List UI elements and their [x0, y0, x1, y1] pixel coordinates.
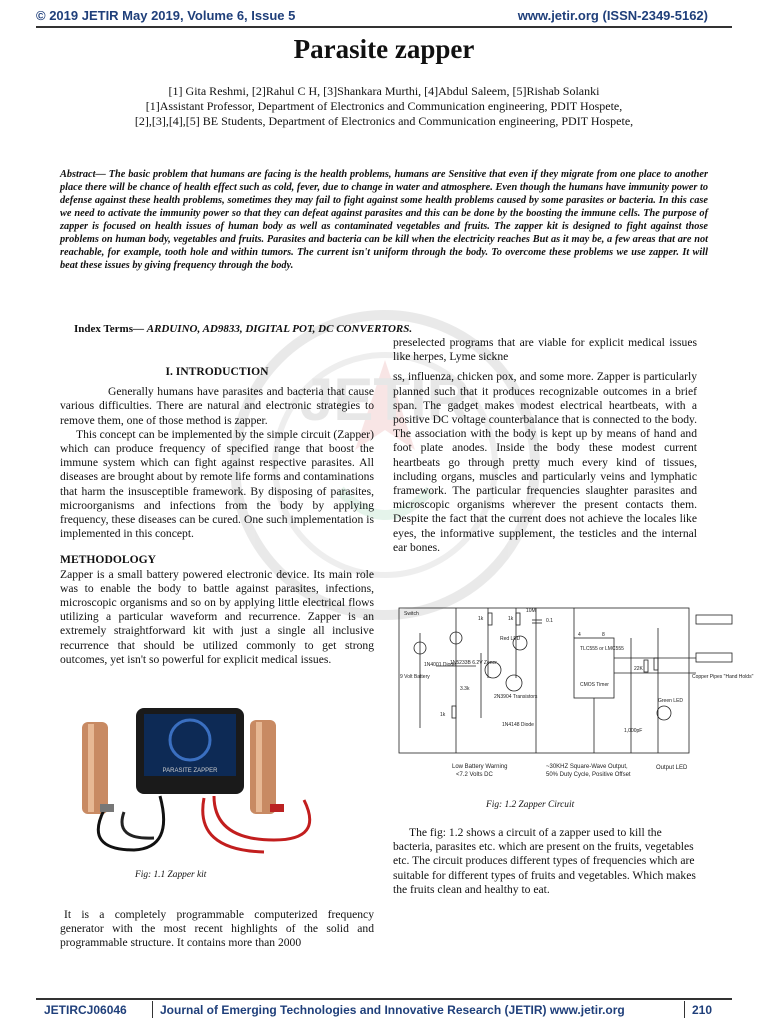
circuit-copper-label: Copper Pipes "Hand Holds" — [692, 674, 754, 680]
circuit-pin4-label: 4 — [578, 632, 581, 638]
after-figure-paragraph: It is a completely programmable computerized frequency generator with the most recent highlights of the solid and programmable structure. It contains more than 2000 — [60, 908, 374, 950]
author-names: [1] Gita Reshmi, [2]Rahul C H, [3]Shankara Murthi, [4]Abdul Saleem, [5]Rishab Solanki — [168, 84, 600, 98]
circuit-switch-label: Switch — [404, 611, 419, 617]
index-terms-list: ARDUINO, AD9833, DIGITAL POT, DC CONVERTORS. — [146, 323, 413, 335]
circuit-pin8-label: 8 — [602, 632, 605, 638]
abstract: Abstract— The basic problem that humans are facing is the health problems, humans are Sensitive that even if they migrate from one place to another place there will be chance of health effect such as cold, fever, due to change in water and atmosphere. Even though the humans have immunity power to defense against these health problems, sometimes they may fail to fight against some health problems caused by some parasites or bacteria. In this case we need to activate the immunity power so that they can defeat against parasites and this can be done by the boosting the immune cells. The purpose of zapper is focused on health issues of human body as well as contaminated vegetables and fruits. The zapper kit is designed to fight against those problems on human body, vegetables and fruits. Parasites and bacteria can be kill when the electricity reaches But as it may be, a few areas that are not reachable, for example, tooth hole and within tumors. The current isn't uniform through the body. To overcome these problems we use zapper. It will beat these issues by giving frequency through the body. — [60, 169, 708, 271]
figure-2-caption: Fig: 1.2 Zapper Circuit — [486, 800, 575, 810]
right-paragraph-3: The fig: 1.2 shows a circuit of a zapper used to kill the bacteria, parasites etc. which are present on the fruits, vegetables etc. The circuit produces different types of frequencies which are suitable for different types of fruits and vegetables. Which makes the fruits clean and healthy to eat. — [393, 826, 696, 896]
circuit-wave-2: 50% Duty Cycle, Positive Offset — [546, 772, 631, 778]
circuit-cap01-label: 0.1 — [546, 618, 553, 624]
circuit-timer-label: TLC555 or LMC555 — [580, 646, 624, 652]
footer-divider — [36, 998, 732, 1000]
footer-separator-2 — [684, 1001, 685, 1018]
footer-paper-id: JETIRCJ06046 — [44, 1003, 127, 1017]
right-column-bottom — [393, 826, 697, 897]
figure-1-caption: Fig: 1.1 Zapper kit — [135, 870, 207, 880]
right-column-top — [393, 336, 697, 555]
paper-title: Parasite zapper — [293, 34, 475, 64]
circuit-low-battery-1: Low Battery Warning — [452, 764, 508, 770]
circuit-diode2-label: 1N4148 Diode — [502, 722, 534, 728]
intro-paragraph-1: Generally humans have parasites and bacteria that cause various difficulties. There are natural and electronic strategies to remove them, one of those method is zapper. — [60, 385, 374, 427]
methodology-paragraph: Zapper is a small battery powered electronic device. Its main role was to enable the body to battle against parasites, infections, microscopic organisms and so on by applying little electrical flows utilizing a particular waveform and recurrence. Zapper is an extremely straightforward kit with just a single all inclusive recurrence that should be utilized commonly to get strong outcomes, yet isn't so powerful for explicit medical issues. — [60, 567, 374, 666]
circuit-cap1000-label: 1,000pF — [624, 728, 643, 734]
circuit-r1k-b-label: 1k — [508, 616, 514, 622]
left-column-top — [60, 365, 374, 667]
kit-device-label: PARASITE ZAPPER — [162, 768, 218, 774]
circuit-r10m-label: 10M — [526, 608, 536, 614]
circuit-diode-label: 1N4001 Diode — [424, 662, 456, 668]
right-paragraph-2: ss, influenza, chicken pox, and some more. Zapper is particularly planned such that it produces recognizable outcomes in a brief span. The gadget makes modest electrical heartbeats, with a positive DC voltage counterbalance that is connected to the body. The association with the body is kept up by means of hand and foot plate anodes. Inside the body these modest current heartbeats go through pretty much every kind of tissues, including organs, muscles and particularly veins and lymphatic framework. The particular frequencies slaughter parasites and microscopic organisms wherever the present contacts them. Despite the fact that the current does not achieve the locales like eyes, the informative supplement, the testicles and the internal ear bones. — [393, 370, 697, 554]
zapper-kit-photo — [64, 700, 350, 860]
circuit-output-led: Output LED — [656, 765, 688, 771]
circuit-r1k-a-label: 1k — [478, 616, 484, 622]
footer-page-number: 210 — [692, 1003, 713, 1017]
circuit-transistors-label: 2N3904 Transistors — [494, 694, 538, 700]
circuit-battery-label: 9 Volt Battery — [400, 674, 430, 680]
circuit-wave-1: ~30KHZ Square-Wave Output, — [546, 764, 628, 770]
circuit-greenled-label: Green LED — [658, 698, 684, 704]
introduction-heading: I. INTRODUCTION — [165, 365, 269, 378]
right-paragraph-1: preselected programs that are viable for explicit medical issues like herpes, Lyme sickne — [393, 336, 697, 364]
footer-journal: Journal of Emerging Technologies and Innovative Research (JETIR) www.jetir.org — [160, 1003, 625, 1017]
index-terms-label: Index Terms— — [74, 323, 144, 335]
circuit-r33k-label: 3.3k — [460, 686, 470, 692]
watermark-text: JETIR — [299, 366, 471, 433]
circuit-r22k-label: 22K — [634, 666, 643, 672]
header-volume-info: © 2019 JETIR May 2019, Volume 6, Issue 5 — [36, 8, 296, 23]
intro-paragraph-2: This concept can be implemented by the simple circuit (Zapper) which can produce frequency of specified range that boost the immune system which can fight against respective parasites. All diseases are brought about by remote life forms and contaminations that harm the insusceptible framework. By disposing of parasites, microorganisms and infections from the body by applying frequency, these diseases can be cured. One such implementation is implemented in this concept. — [60, 427, 374, 541]
left-column-bottom — [60, 908, 374, 951]
author-affiliation-2: [2],[3],[4],[5] BE Students, Department of Electronics and Communication engineering, PDIT Hospete, — [134, 114, 634, 128]
header-website-issn: www.jetir.org (ISSN-2349-5162) — [517, 8, 708, 23]
author-block — [0, 84, 768, 129]
circuit-r1k-c-label: 1k — [440, 712, 446, 718]
zapper-circuit-diagram — [396, 598, 754, 784]
header-divider — [36, 26, 732, 28]
circuit-zener-label: 1N5233B 6.2V Zener — [450, 660, 497, 666]
circuit-cmos-label: CMOS Timer — [580, 682, 609, 688]
index-terms — [74, 323, 412, 335]
author-affiliation-1: [1]Assistant Professor, Department of Electronics and Communication engineering, PDIT Hospete, — [145, 99, 623, 113]
circuit-redled-label: Red LED — [500, 636, 521, 642]
circuit-low-battery-2: <7.2 Volts DC — [456, 772, 493, 778]
methodology-heading: METHODOLOGY — [60, 553, 156, 567]
footer-separator-1 — [152, 1001, 153, 1018]
